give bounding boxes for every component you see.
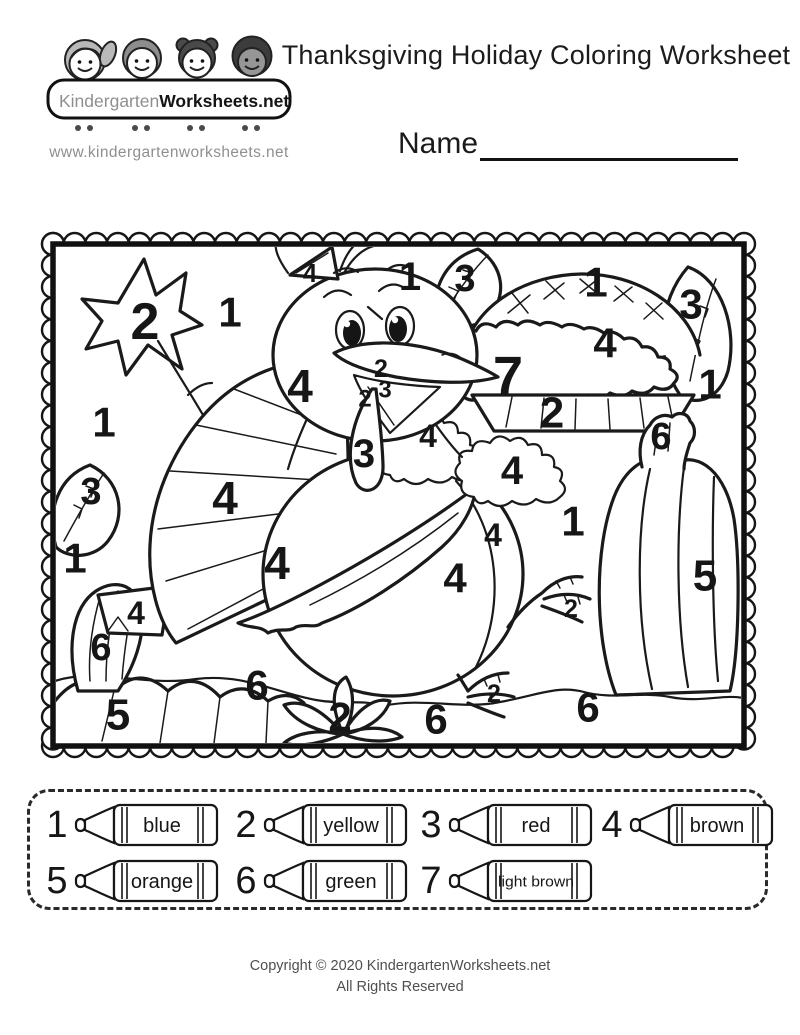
region-number: 1	[584, 258, 608, 306]
region-number: 4	[500, 449, 524, 493]
crayon-color-label: brown	[689, 815, 745, 837]
region-number: 6	[424, 695, 448, 743]
region-number: 4	[593, 319, 617, 367]
crayon-number: 6	[235, 859, 257, 902]
color-key-grid	[42, 799, 765, 907]
key-item	[42, 855, 231, 907]
crayon-number: 2	[235, 803, 257, 846]
region-number: 6	[650, 416, 672, 458]
key-item	[416, 855, 597, 907]
name-blank-line[interactable]	[480, 126, 738, 161]
crayon-number: 1	[46, 803, 68, 846]
name-label: Name	[398, 127, 479, 160]
key-item	[597, 799, 777, 851]
key-item	[231, 799, 416, 851]
region-number: 5	[105, 690, 131, 740]
region-number: 6	[90, 627, 112, 669]
turkey-scene	[38, 229, 760, 761]
region-number: 1	[561, 497, 585, 545]
crayon-icon	[74, 800, 222, 850]
region-number: 1	[63, 534, 87, 582]
brand-url: www.kindergartenworksheets.net	[49, 144, 289, 161]
crayon-number: 5	[46, 859, 68, 902]
region-number: 6	[245, 661, 269, 709]
region-number: 1	[398, 255, 422, 299]
crayon-icon	[448, 800, 596, 850]
crayon-number: 3	[420, 803, 442, 846]
region-number: 4	[302, 258, 318, 288]
region-number: 2	[130, 293, 160, 351]
region-number: 4	[287, 360, 313, 412]
region-number: 3	[80, 471, 102, 513]
crayon-color-label: blue	[143, 815, 181, 837]
crayon-icon	[74, 856, 222, 906]
crayon-icon	[629, 800, 777, 850]
brand-logo	[45, 32, 293, 162]
region-number: 4	[484, 517, 502, 553]
region-number: 2	[328, 693, 352, 741]
copyright	[0, 956, 800, 998]
copyright-line2: All Rights Reserved	[336, 979, 464, 995]
region-number: 4	[419, 418, 437, 454]
key-item	[42, 799, 231, 851]
region-number: 7	[492, 346, 524, 406]
region-number: 3	[378, 376, 392, 404]
region-number: 2	[487, 680, 501, 708]
region-number: 3	[454, 258, 476, 300]
crayon-color-label: green	[325, 871, 377, 893]
crayon-icon	[263, 800, 411, 850]
page-title: Thanksgiving Holiday Coloring Worksheet	[281, 40, 791, 70]
region-number: 1	[698, 360, 722, 408]
crayon-color-label: light brown	[498, 873, 574, 891]
color-key	[27, 789, 768, 910]
copyright-line1: Copyright © 2020 KindergartenWorksheets.net	[249, 958, 551, 974]
region-number: 3	[679, 280, 703, 328]
coloring-picture	[38, 229, 760, 761]
crayon-icon	[263, 856, 411, 906]
key-item	[231, 855, 416, 907]
brand-wordmark: KindergartenWorksheets.net	[59, 91, 290, 111]
region-number: 2	[564, 595, 578, 623]
crayon-icon	[448, 856, 596, 906]
crayon-color-label: orange	[130, 871, 194, 893]
region-number: 1	[218, 288, 242, 336]
kids-logo-graphic	[45, 32, 293, 142]
region-number: 1	[92, 398, 116, 446]
region-number: 5	[692, 551, 718, 601]
region-number: 2	[358, 385, 372, 413]
crayon-color-label: yellow	[323, 815, 379, 837]
region-number: 4	[264, 537, 290, 589]
region-number: 2	[374, 355, 388, 383]
region-number: 2	[539, 388, 565, 438]
region-number: 4	[212, 472, 238, 524]
region-number: 3	[352, 432, 376, 476]
region-number: 4	[443, 554, 467, 602]
crayon-number: 7	[420, 859, 442, 902]
key-item	[416, 799, 597, 851]
name-row	[398, 126, 738, 161]
crayon-color-label: red	[521, 815, 551, 837]
region-number: 4	[127, 595, 145, 631]
crayon-number: 4	[601, 803, 623, 846]
region-number: 6	[576, 683, 600, 731]
